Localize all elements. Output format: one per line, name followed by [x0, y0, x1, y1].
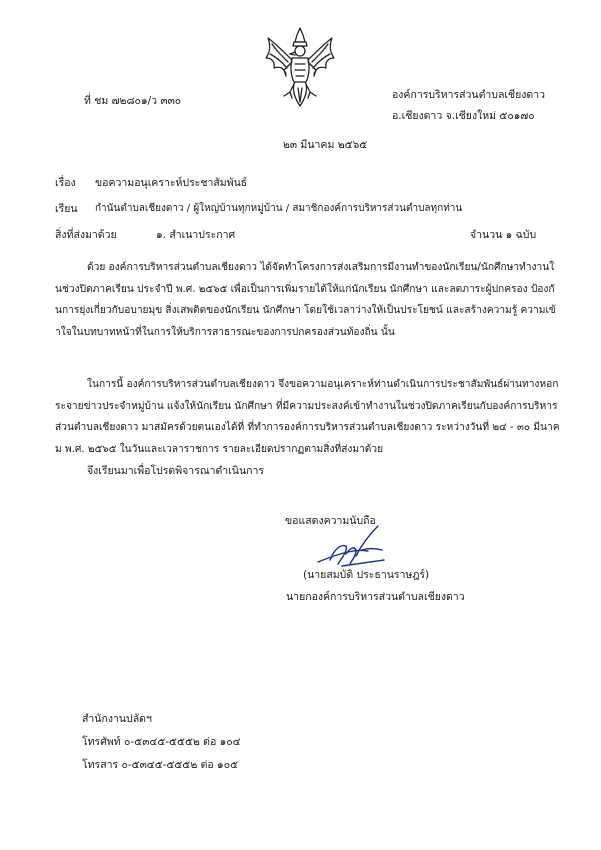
- closing-salutation: ขอแสดงความนับถือ: [285, 515, 376, 527]
- organization-name: องค์การบริหารส่วนตำบลเชียงดาว: [392, 89, 546, 101]
- enclosure-text: ๑. สำเนาประกาศ: [156, 229, 236, 241]
- organization-address: อ.เชียงดาว จ.เชียงใหม่ ๕๐๑๗๐: [392, 110, 535, 122]
- signer-name: (นายสมบัติ ประธานราษฎร์): [303, 569, 430, 581]
- body-paragraph-1: ด้วย องค์การบริหารส่วนตำบลเชียงดาว ได้จัดทำโครงการส่งเสริมการมีงานทำของนักเรียน/นักศึกษาทำงานในช่วงปิดภาคเรียน ประจำปี พ.ศ. ๒๕๖๕ เพื่อเป็นการเพิ่มรายได้ให้แก่นักเรียน นักศึกษา และลดภาระผู้ปกครอง ป้องกันการยุ่งเกี่ยวกับอบายมุข สิ่งเสพติดของนักเรียน นักศึกษา โดยใช้เวลาว่างให้เป็นประโยชน์ และสร้างความรู้ ความเข้าใจในบทบาทหน้าที่ในการให้บริการสาธารณะของการปกครองส่วนท้องถิ่น นั้น: [55, 262, 556, 338]
- enclosure-quantity: จำนวน ๑ ฉบับ: [470, 229, 537, 241]
- fax-number: โทรสาร ๐-๕๓๔๕-๕๕๕๒ ต่อ ๑๐๕: [82, 759, 239, 771]
- signer-title: นายกองค์การบริหารส่วนตำบลเชียงดาว: [286, 591, 465, 603]
- recipient-text: กำนันตำบลเชียงดาว / ผู้ใหญ่บ้านทุกหมู่บ้าน / สมาชิกองค์การบริหารส่วนตำบลทุกท่าน: [95, 203, 463, 214]
- recipient-label: เรียน: [55, 203, 78, 215]
- letter-date: ๒๓ มีนาคม ๒๕๖๕: [283, 139, 368, 151]
- reference-number: ที่ ชม ๗๒๘๐๑/ว ๓๓๐: [84, 95, 182, 107]
- handwritten-signature-icon: [312, 520, 402, 572]
- subject-text: ขอความอนุเคราะห์ประชาสัมพันธ์: [95, 177, 248, 189]
- body-paragraph-2: ในการนี้ องค์การบริหารส่วนตำบลเชียงดาว จึงขอความอนุเคราะห์ท่านดำเนินการประชาสัมพันธ์ผ่านทางหอกระจายข่าวประจำหมู่บ้าน แจ้งให้นักเรียน นักศึกษา ที่มีความประสงค์เข้าทำงานในช่วงปิดภาคเรียนกับองค์การบริหารส่วนตำบลเชียงดาว มาสมัครด้วยตนเองได้ที่ ที่ทำการองค์การบริหารส่วนตำบลเชียงดาว ระหว่างวันที่ ๒๔ - ๓๐ มีนาคม พ.ศ. ๒๕๖๕ ในวันและเวลาราชการ รายละเอียดปรากฏตามสิ่งที่ส่งมาด้วย: [55, 379, 560, 455]
- office-name: สำนักงานปลัดฯ: [82, 713, 152, 725]
- garuda-emblem-icon: [262, 26, 338, 108]
- closing-request: จึงเรียนมาเพื่อโปรดพิจารณาดำเนินการ: [87, 465, 265, 477]
- subject-label: เรื่อง: [55, 177, 76, 189]
- enclosure-label: สิ่งที่ส่งมาด้วย: [55, 229, 117, 241]
- phone-number: โทรศัพท์ ๐-๕๓๔๕-๕๕๕๒ ต่อ ๑๐๔: [82, 736, 241, 748]
